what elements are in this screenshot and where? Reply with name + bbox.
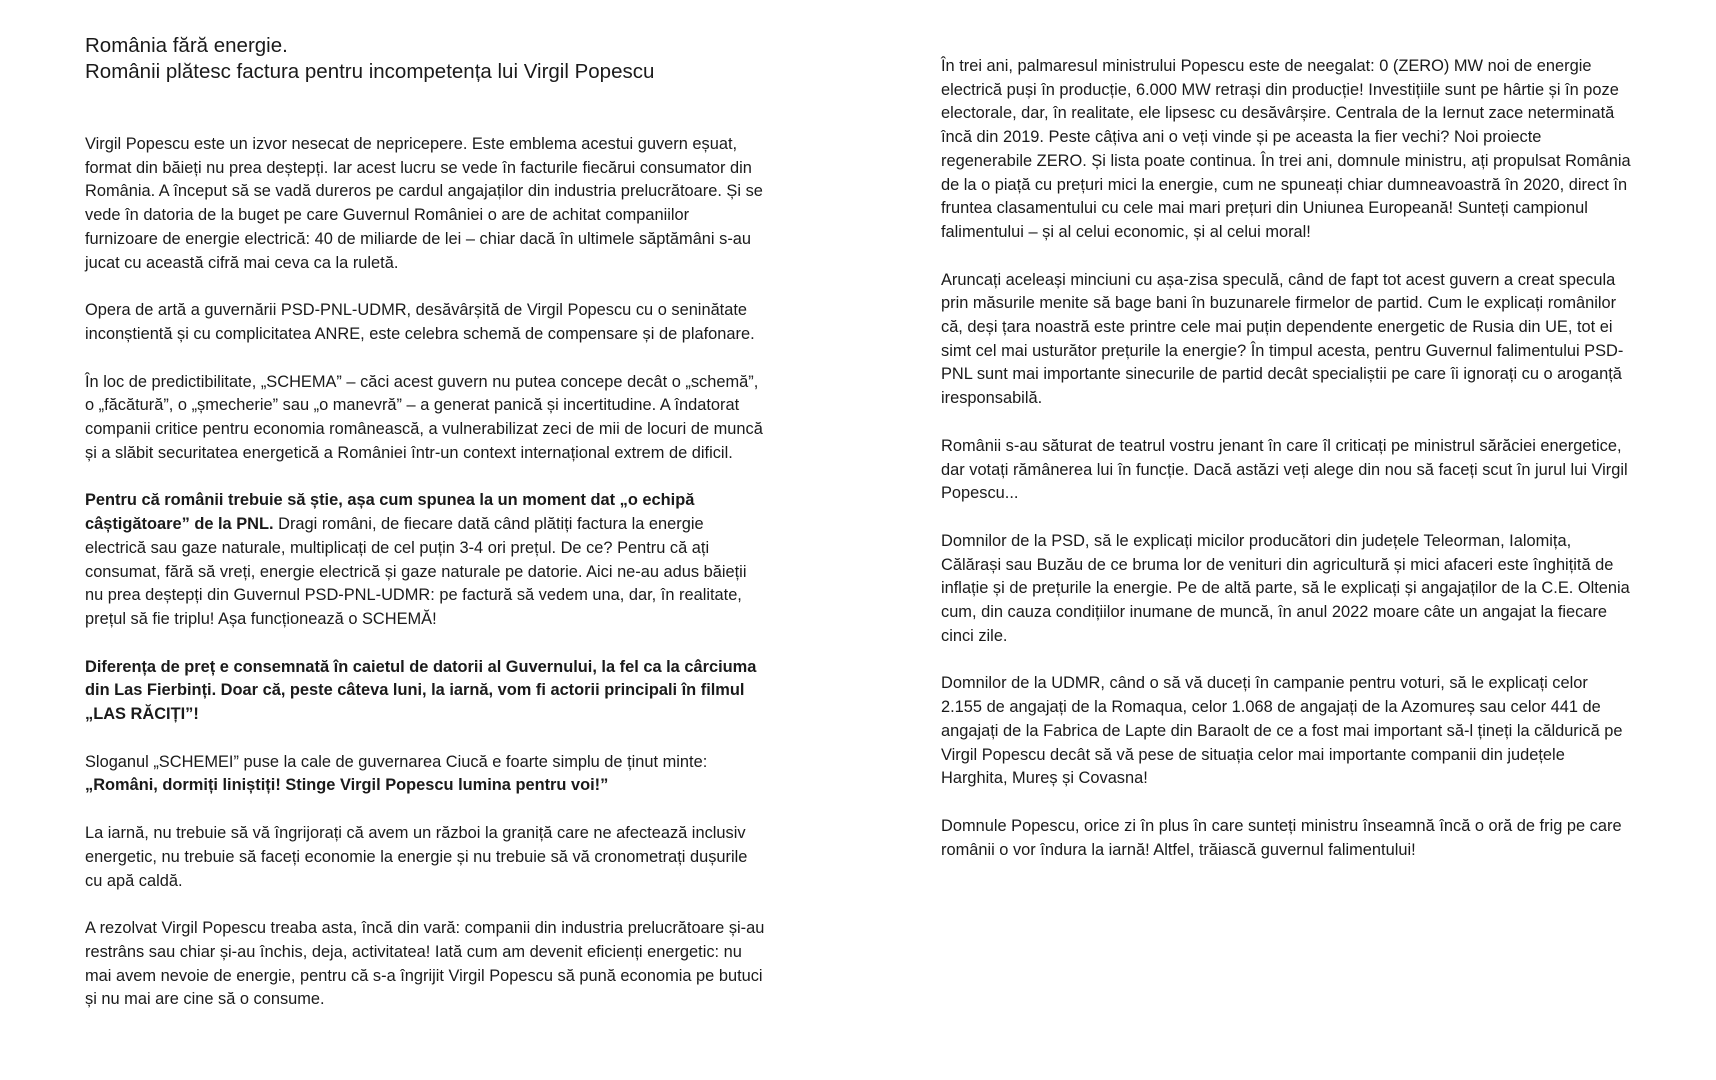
paragraph-left-3: În loc de predictibilitate, „SCHEMA” – căci acest guvern nu putea concepe decât o „schemă”, o „făcătură”, o „șmecherie” sau „o manevră” – a generat panică și incertitudine. A îndatorat companii critice pentru economia românească, a vulnerabilizat zeci de mii de locuri de muncă și a slăbit securitatea energetică a României într-un context internațional extrem de dificil. <box>85 372 763 462</box>
paragraph-left-8: A rezolvat Virgil Popescu treaba asta, încă din vară: companii din industria prelucrătoare și-au restrâns sau chiar și-au închis, deja, activitatea! Iată cum am devenit eficienți energetic: nu mai avem nevoie de energie, pentru că s-a îngrijit Virgil Popescu să pună economia pe butuci și nu mai are cine să o consume. <box>85 919 765 1009</box>
title-line-2: Românii plătesc factura pentru incompetența lui Virgil Popescu <box>85 60 655 83</box>
left-column <box>85 0 765 1036</box>
right-column <box>941 0 1631 886</box>
article-title <box>85 33 765 85</box>
text-left-4: Dragi români, de fiecare dată când plătiți factura la energie electrică sau gaze naturale, multiplicați de cel puțin 3-4 ori prețul. De ce? Pentru că ați consumat, fără să vreți, energie electrică și gaze naturale pe datorie. Aici ne-au adus băieții nu prea deștepți din Guvernul PSD-PNL-UDMR: pe factură să vedem una, dar, în realitate, prețul să fie triplu! Așa funcționează o SCHEMĂ! <box>85 515 747 628</box>
bold-text-left-5: Diferența de preț e consemnată în caietul de datorii al Guvernului, la fel ca la cârciuma din Las Fierbinți. Doar că, peste câteva luni, la iarnă, vom fi actorii principali în filmul „LAS RĂCIȚI”! <box>85 657 757 724</box>
paragraph-right-4: Domnilor de la PSD, să le explicați micilor producători din județele Teleorman, Ialomița, Călărași sau Buzău de ce bruma lor de venituri din agricultură și mici afaceri este înghițită de inflație și de prețurile la energie. Pe de altă parte, să le explicați și angajaților de la C.E. Oltenia cum, din cauza condițiilor inumane de muncă, în anul 2022 moare câte un angajat la fiecare cinci zile. <box>941 531 1630 645</box>
paragraph-right-3: Românii s-au săturat de teatrul vostru jenant în care îl criticați pe ministrul sărăciei energetice, dar votați rămânerea lui în funcție. Dacă astăzi veți alege din nou să faceți scut în jurul lui Virgil Popescu... <box>941 436 1628 503</box>
paragraph-right-2: Aruncați aceleași minciuni cu așa-zisa speculă, când de fapt tot acest guvern a creat specula prin măsurile menite să bage bani în buzunarele firmelor de partid. Cum le explicați românilor că, deși țara noastră este printre cele mai puțin dependente energetic de Rusia din UE, tot ei simt cel mai usturător prețurile la energie? În timpul acesta, pentru Guvernul falimentului PSD-PNL sunt mai importante sinecurile de partid decât specialiștii pe care îi ignorați cu o aroganță iresponsabilă. <box>941 270 1624 408</box>
paragraph-left-4 <box>85 489 765 631</box>
title-line-1: România fără energie. <box>85 34 288 57</box>
slogan-quote: „Români, dormiți liniștiți! Stinge Virgil Popescu lumina pentru voi!” <box>85 776 609 795</box>
paragraph-right-5: Domnilor de la UDMR, când o să vă duceți în campanie pentru voturi, să le explicați celor 2.155 de angajați de la Romaqua, celor 1.068 de angajați de la Azomureș sau celor 441 de angajați de la Fabrica de Lapte din Baraolt de ce a fost mai important să-l țineți la căldurică pe Virgil Popescu decât să vă pese de situația celor mai importante companii din județele Harghita, Mureș și Covasna! <box>941 674 1623 788</box>
paragraph-left-5 <box>85 656 765 727</box>
paragraph-left-7: La iarnă, nu trebuie să vă îngrijorați că avem un război la graniță care ne afectează inclusiv energetic, nu trebuie să faceți economie la energie și nu trebuie să vă cronometrați dușurile cu apă caldă. <box>85 824 748 890</box>
paragraph-left-6 <box>85 751 765 798</box>
paragraph-right-1: În trei ani, palmaresul ministrului Popescu este de neegalat: 0 (ZERO) MW noi de energie electrică puși în producție, 6.000 MW retrași din producție! Investițiile sunt pe hârtie și în poze electorale, dar, în realitate, ele lipsesc cu desăvârșire. Centrala de la Iernut zace neterminată încă din 2019. Peste câțiva ani o veți vinde și pe aceasta la fier vechi? Noi proiecte regenerabile ZERO. Și lista poate continua. În trei ani, domnule ministru, ați propulsat România de la o piață cu prețuri mici la energie, cum ne spuneați chiar dumneavoastră în 2020, direct în fruntea clasamentului cu cele mai mari prețuri din Uniunea Europeană! Sunteți campionul falimentului – și al celui economic, și al celui moral! <box>941 57 1631 241</box>
paragraph-left-1: Virgil Popescu este un izvor nesecat de nepricepere. Este emblema acestui guvern eșuat, format din băieți nu prea deștepți. Iar acest lucru se vede în facturile fiecărui consumator din România. A început să se vadă dureros pe cardul angajaților din industria prelucrătoare. Și se vede în datoria de la buget pe care Guvernul României o are de achitat companiilor furnizoare de energie electrică: 40 de miliarde de lei – chiar dacă în ultimele săptămâni s-au jucat cu această cifră mai ceva ca la ruletă. <box>85 135 763 272</box>
text-left-6: Sloganul „SCHEMEI” puse la cale de guvernarea Ciucă e foarte simplu de ținut minte: <box>85 752 708 771</box>
bold-lead-left-4: Pentru că românii trebuie să știe, așa cum spunea la un moment dat „o echipă câștigătoare” de la PNL. <box>85 491 695 534</box>
paragraph-left-2: Opera de artă a guvernării PSD-PNL-UDMR, desăvârșită de Virgil Popescu cu o seninătate inconștientă și cu complicitatea ANRE, este celebra schemă de compensare și de plafonare. <box>85 301 755 343</box>
paragraph-right-6: Domnule Popescu, orice zi în plus în care sunteți ministru înseamnă încă o oră de frig pe care românii o vor îndura la iarnă! Altfel, trăiască guvernul falimentului! <box>941 816 1622 859</box>
